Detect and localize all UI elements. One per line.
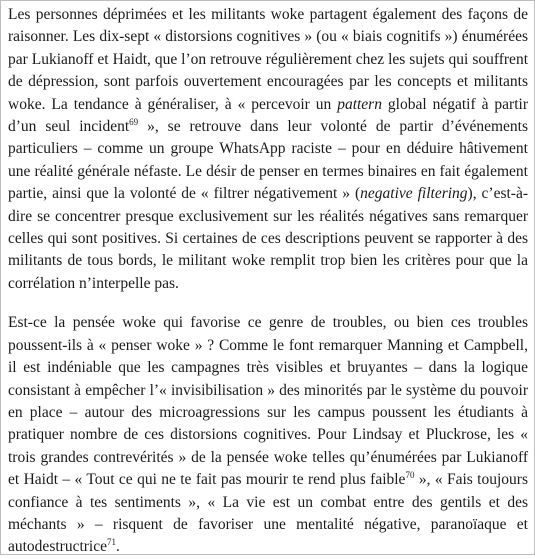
paragraph-1 xyxy=(8,4,528,295)
text-run: », se retrouve dans leur volonté de partir d’événements particuliers – comme un groupe WhatsApp raciste – pour en déduire hâtivement une réalité générale néfaste. Le désir de penser en termes binaires en fait également partie, ainsi que la volonté de « filtrer négativement » ( xyxy=(8,118,528,203)
text-run: », « Fais toujours confiance à tes sentiments », « La vie est un combat entre des gentils et des méchants » – risquent de favoriser une mentalité négative, paranoïaque et autodestructrice xyxy=(8,471,528,556)
text-run: Les personnes déprimées et les militants woke partagent également des façons de raisonner. Les dix-sept « distorsions cognitives » (ou « biais cognitifs ») énumérées par Lukianoff et Haidt, que l’on retrouve régulièrement chez les sujets qui souffrent de dépression, sont parfois ouvertement encouragées par les concepts et militants woke. La tendance à généraliser, à « percevoir un xyxy=(8,6,528,113)
footnote-ref-70[interactable]: 70 xyxy=(405,470,415,481)
italic-term: pattern xyxy=(337,95,382,113)
text-run: . xyxy=(115,538,120,556)
footnote-ref-71[interactable]: 71 xyxy=(106,537,116,548)
italic-term: negative filtering xyxy=(360,185,468,203)
text-run: global négatif à partir d’un seul incident xyxy=(8,95,528,136)
text-run: ), c’est-à-dire se concentrer presque exclusivement sur les réalités négatives sans remarquer celles qui sont positives. Si certaines de ces descriptions peuvent se rapporter à des militants de tous bords, le militant woke remplit trop bien les critères pour que la corrélation n’interpelle pas. xyxy=(8,185,529,292)
paragraph-2 xyxy=(8,312,528,558)
footnote-ref-69[interactable]: 69 xyxy=(129,117,139,128)
text-run: Est-ce la pensée woke qui favorise ce genre de troubles, ou bien ces troubles poussent-ils à « penser woke » ? Comme le font remarquer Manning et Campbell, il est indéniable que les campagnes très visibles et bruyantes – dans la logique consistant à empêcher l’« invisibilisation » des minorités par le système du pouvoir en place – autour des microagressions sur les campus poussent les étudiants à pratiquer nombre de ces distorsions cognitives. Pour Lindsay et Pluckrose, les « trois grandes contrevérités » de la pensée woke telles qu’énumérées par Lukianoff et Haidt – « Tout ce qui ne te fait pas mourir te rend plus faible xyxy=(8,314,528,489)
